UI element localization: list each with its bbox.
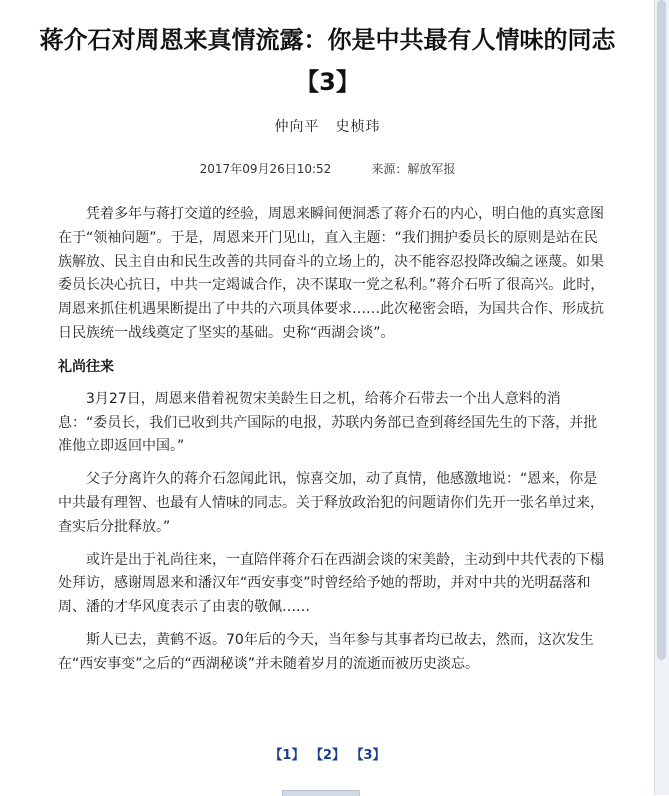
- paragraph-4: 或许是出于礼尚往来，一直陪伴蒋介石在西湖会谈的宋美龄，主动到中共代表的下榻处拜访，感谢周恩来和潘汉年“西安事变”时曾经给予她的帮助，并对中共的光明磊落和周、潘的才华风度表示了由衷的敬佩……: [58, 551, 604, 616]
- scrollbar-thumb[interactable]: [657, 0, 666, 660]
- paragraph-1: 凭着多年与蒋打交道的经验，周恩来瞬间便洞悉了蒋介石的内心，明白他的真实意图在于“领袖问题”。于是，周恩来开门见山，直入主题：“我们拥护委员长的原则是站在民族解放、民主自由和民生改善的共同奋斗的立场上的，决不能容忍投降改编之诬蔑。如果委员长决心抗日，中共一定竭诚合作，决不谋取一党之私利。”蒋介石听了很高兴。此时，周恩来抓住机遇果断提出了中共的六项具体要求……此次秘密会晤，为国共合作、形成抗日民族统一战线奠定了坚实的基础。史称“西湖会谈”。: [58, 206, 605, 341]
- article-body: [58, 203, 608, 686]
- pagination: [0, 744, 655, 763]
- bottom-tab[interactable]: [282, 790, 360, 796]
- page-link-3[interactable]: 【3】: [357, 748, 386, 763]
- source-label: 来源：解放军报: [371, 162, 456, 176]
- section-heading: 礼尚往来: [58, 358, 114, 375]
- page-link-2[interactable]: 【2】: [316, 748, 346, 763]
- page-link-1[interactable]: 【1】: [269, 748, 305, 763]
- author-1: 仲向平: [274, 119, 320, 135]
- publish-datetime: 2017年09月26日10:52: [199, 162, 332, 176]
- paragraph-5: 斯人已去，黄鹤不返。70年后的今天，当年参与其事者均已故去，然而，这次发生在“西安事变”之后的“西湖秘谈”并未随着岁月的流逝而被历史淡忘。: [58, 631, 594, 672]
- paragraph-2: 3月27日，周恩来借着祝贺宋美龄生日之机，给蒋介石带去一个出人意料的消息：“委员长，我们已收到共产国际的电报，苏联内务部已查到蒋经国先生的下落，并批准他立即返回中国。”: [58, 390, 598, 455]
- byline: [0, 116, 655, 136]
- vertical-scrollbar[interactable]: [654, 0, 669, 795]
- paragraph-3: 父子分离许久的蒋介石忽闻此讯，惊喜交加，动了真情，他感激地说：“恩来，你是中共最有理智、也最有人情味的同志。关于释放政治犯的问题请你们先开一张名单过来，查实后分批释放。”: [58, 471, 604, 535]
- article-title-page-number: 【3】: [295, 68, 360, 96]
- author-2: 史桢玮: [335, 119, 381, 135]
- article-title-line1: 蒋介石对周恩来真情流露：你是中共最有人情味的同志: [39, 26, 616, 54]
- article-meta: [0, 160, 655, 177]
